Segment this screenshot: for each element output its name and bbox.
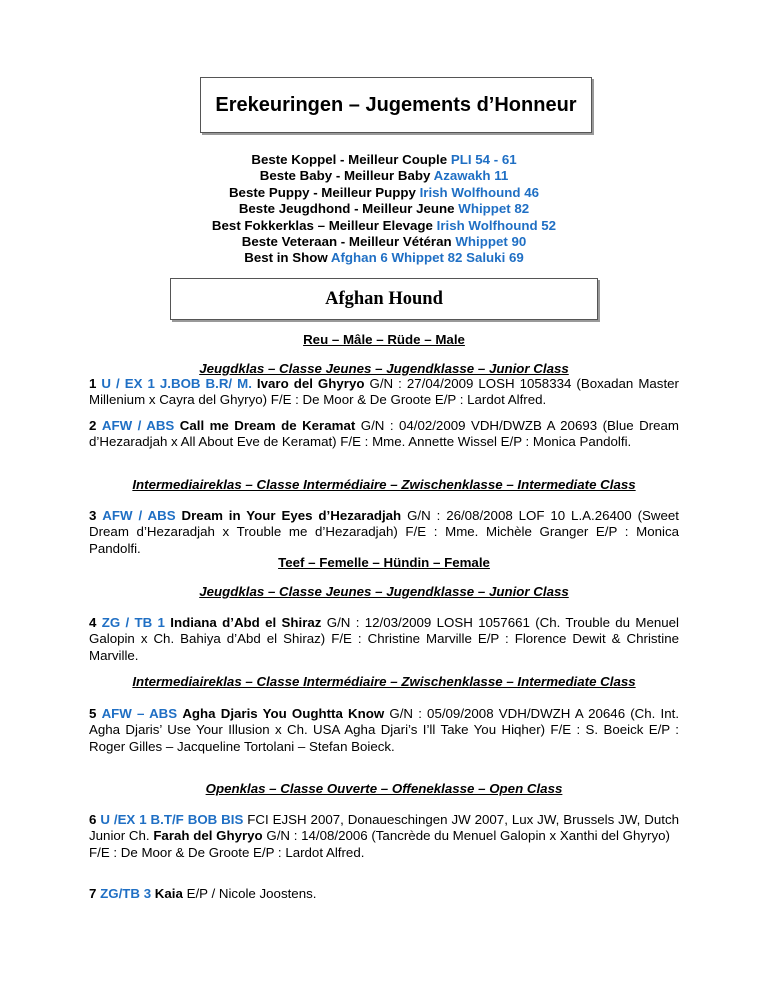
award-line: Best in Show Afghan 6 Whippet 82 Saluki 69 [244,250,524,266]
award-line: Best Fokkerklas – Meilleur Elevage Irish Wolfhound 52 [211,217,557,233]
page-title: Erekeuringen – Jugements d’Honneur [200,77,592,133]
entry-3: 3 AFW / ABS Dream in Your Eyes d’Hezaradjah G/N : 26/08/2008 LOF 10 L.A.26400 (Sweet Dream d’Hezaradjah x Trouble me d’Hezaradjah) F/E : Mme. Michèle Granger E/P : Monica Pandolfi. [89,508,679,556]
award-line: Beste Koppel - Meilleur Couple PLI 54 - 61 [251,152,517,167]
class-heading-junior: Jeugdklas – Classe Jeunes – Jugendklasse – Junior Class [199,584,569,599]
entry-5: 5 AFW – ABS Agha Djaris You Oughtta Know G/N : 05/09/2008 VDH/DWZH A 20646 (Ch. Int. Agha Djaris’ Use Your Illusion x Ch. USA Agha Djari’s I’ll Take You Hiqher) F/E : S. Boeick E/P : Roger Gilles – Jacqueline Tortolani – Stefan Boieck. [89,706,680,754]
entry-7: 7 ZG/TB 3 Kaia E/P / Nicole Joostens. [89,886,317,901]
entry-2: 2 AFW / ABS Call me Dream de Keramat G/N : 04/02/2009 VDH/DWZB A 20693 (Blue Dream d’Hezaradjah x All About Eve de Keramat) F/E : Mme. Annette Wissel E/P : Monica Pandolfi. [89,418,679,450]
entry-4: 4 ZG / TB 1 Indiana d’Abd el Shiraz G/N : 12/03/2009 LOSH 1057661 (Ch. Trouble du Menuel Galopin x Ch. Bahiya d’Abd el Shiraz) F/E : Christine Marville E/P : Florence Dewit & Christine Marville. [89,615,679,663]
entry-6: 6 U /EX 1 B.T/F BOB BIS FCI EJSH 2007, Donaueschingen JW 2007, Lux JW, Brussels JW, Dutch Junior Ch. Farah del Ghyryo G/N : 14/08/2006 (Tancrède du Menuel Galopin x Xanthi del Ghyryo) F/E : De Moor & De Groote E/P : Lardot Alfred. [89,812,679,860]
entry-1: 1 U / EX 1 J.BOB B.R/ M. Ivaro del Ghyryo G/N : 27/04/2009 LOSH 1058334 (Boxadan Master Millenium x Cayra del Ghyryo) F/E : De Moor & De Groote E/P : Lardot Alfred. [89,376,679,408]
class-heading-open: Openklas – Classe Ouverte – Offeneklasse – Open Class [205,781,563,796]
award-line: Beste Puppy - Meilleur Puppy Irish Wolfhound 46 [228,184,540,200]
award-line: Beste Baby - Meilleur Baby Azawakh 11 [259,168,509,184]
award-line: Beste Jeugdhond - Meilleur Jeune Whippet 82 [238,201,530,217]
class-heading-intermediate: Intermediaireklas – Classe Intermédiaire – Zwischenklasse – Intermediate Class [132,477,636,492]
award-line: Beste Veteraan - Meilleur Vétéran Whippet 90 [241,234,527,250]
class-heading-junior: Jeugdklas – Classe Jeunes – Jugendklasse – Junior Class [199,361,569,376]
section-male: Reu – Mâle – Rüde – Male [303,332,465,347]
section-female: Teef – Femelle – Hündin – Female [278,555,490,570]
class-heading-intermediate: Intermediaireklas – Classe Intermédiaire – Zwischenklasse – Intermediate Class [132,674,636,689]
breed-heading: Afghan Hound [170,278,598,320]
awards-list [0,152,768,267]
